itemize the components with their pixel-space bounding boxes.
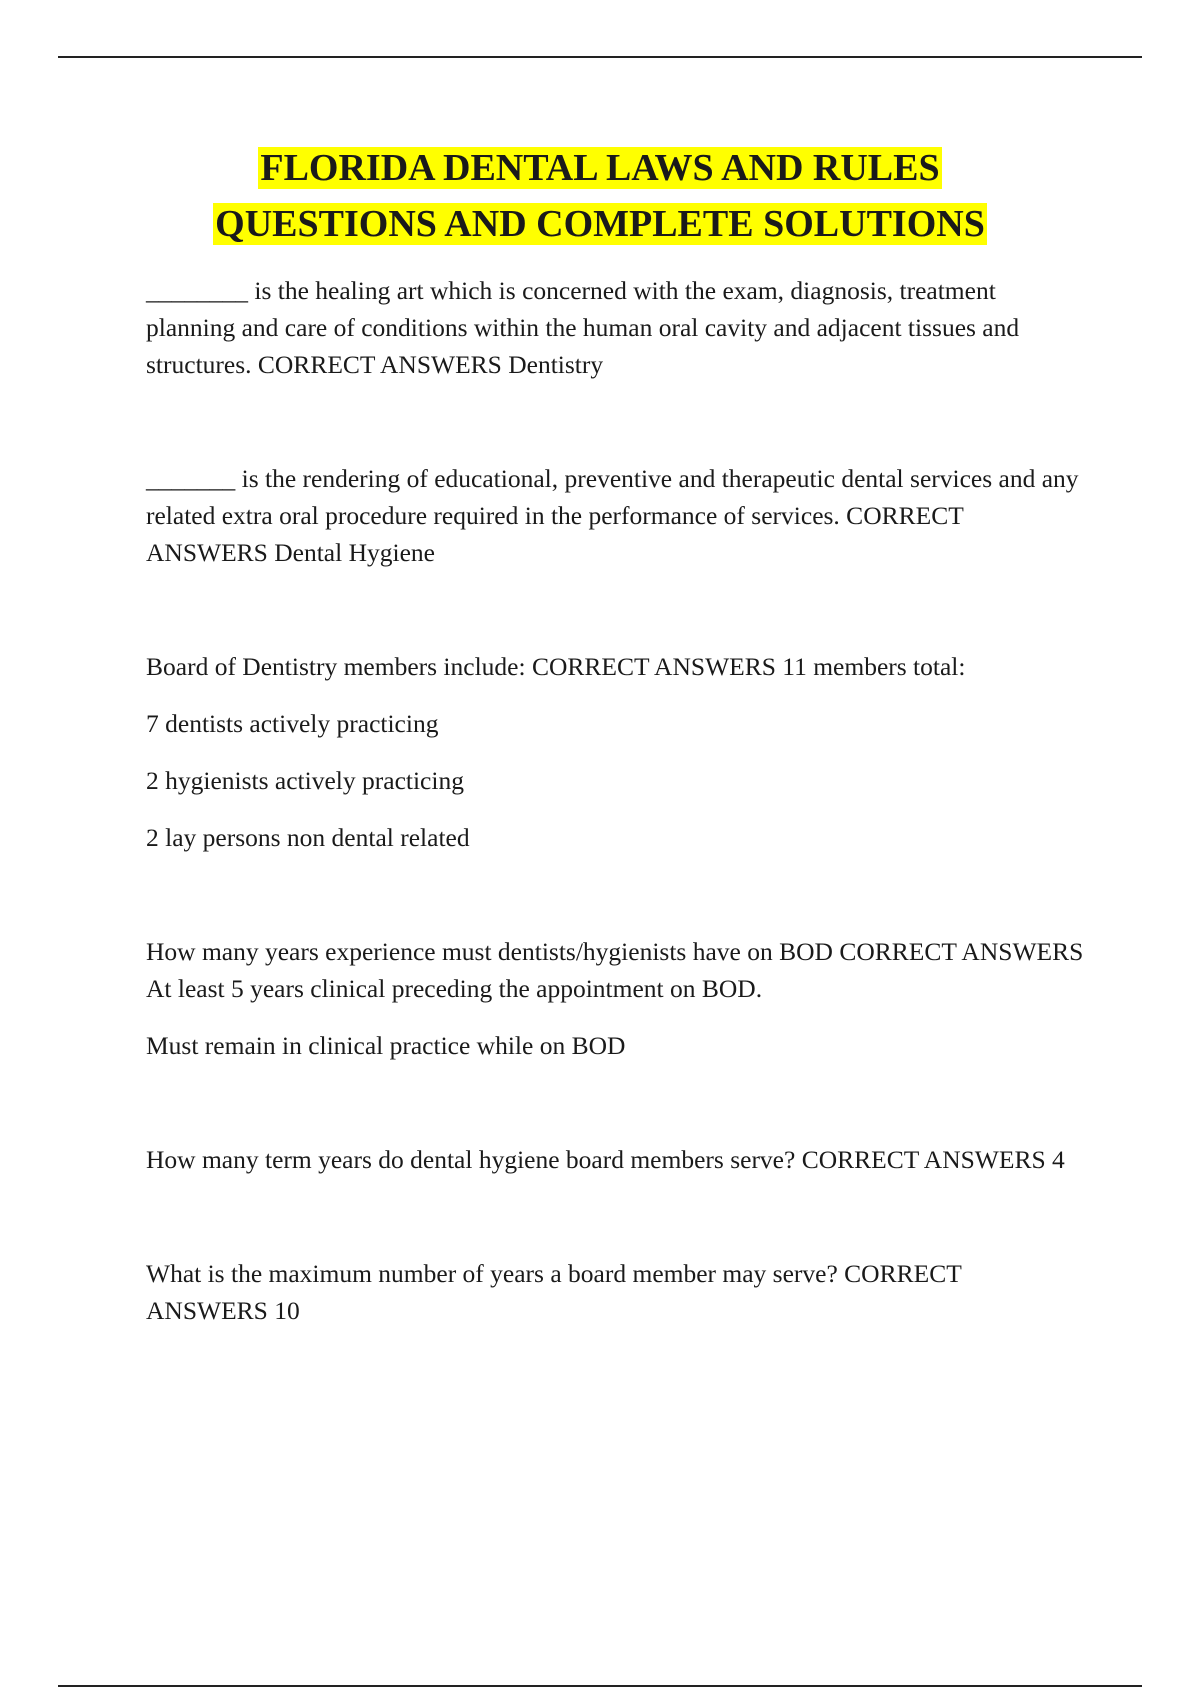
qa-item-dentistry: ________ is the healing art which is concerned with the exam, diagnosis, treatment planning and care of conditions within the human oral cavity and adjacent tissues and structures. CORRECT ANSWERS Dentistry	[146, 276, 1020, 379]
top-divider	[58, 56, 1142, 58]
board-member-line: 2 hygienists actively practicing	[146, 766, 464, 795]
qa-item-term-years: How many term years do dental hygiene board members serve? CORRECT ANSWERS 4	[146, 1145, 1065, 1174]
experience-note: Must remain in clinical practice while on BOD	[146, 1031, 626, 1060]
document-body	[146, 272, 1086, 1329]
board-member-line: 7 dentists actively practicing	[146, 709, 439, 738]
qa-item-board-members: Board of Dentistry members include: CORRECT ANSWERS 11 members total:	[146, 652, 966, 681]
title-line-1: FLORIDA DENTAL LAWS AND RULES	[260, 147, 940, 189]
title-line-2: QUESTIONS AND COMPLETE SOLUTIONS	[215, 203, 985, 245]
qa-item-max-years: What is the maximum number of years a board member may serve? CORRECT ANSWERS 10	[146, 1259, 962, 1325]
bottom-divider	[58, 1685, 1142, 1687]
document-title	[0, 140, 1200, 252]
board-member-line: 2 lay persons non dental related	[146, 823, 470, 852]
qa-item-experience: How many years experience must dentists/hygienists have on BOD CORRECT ANSWERS At least 5 years clinical preceding the appointment on BOD.	[146, 937, 1084, 1003]
qa-item-dental-hygiene: _______ is the rendering of educational, preventive and therapeutic dental services and any related extra oral procedure required in the performance of services. CORRECT ANSWERS Dental Hygiene	[146, 464, 1079, 567]
